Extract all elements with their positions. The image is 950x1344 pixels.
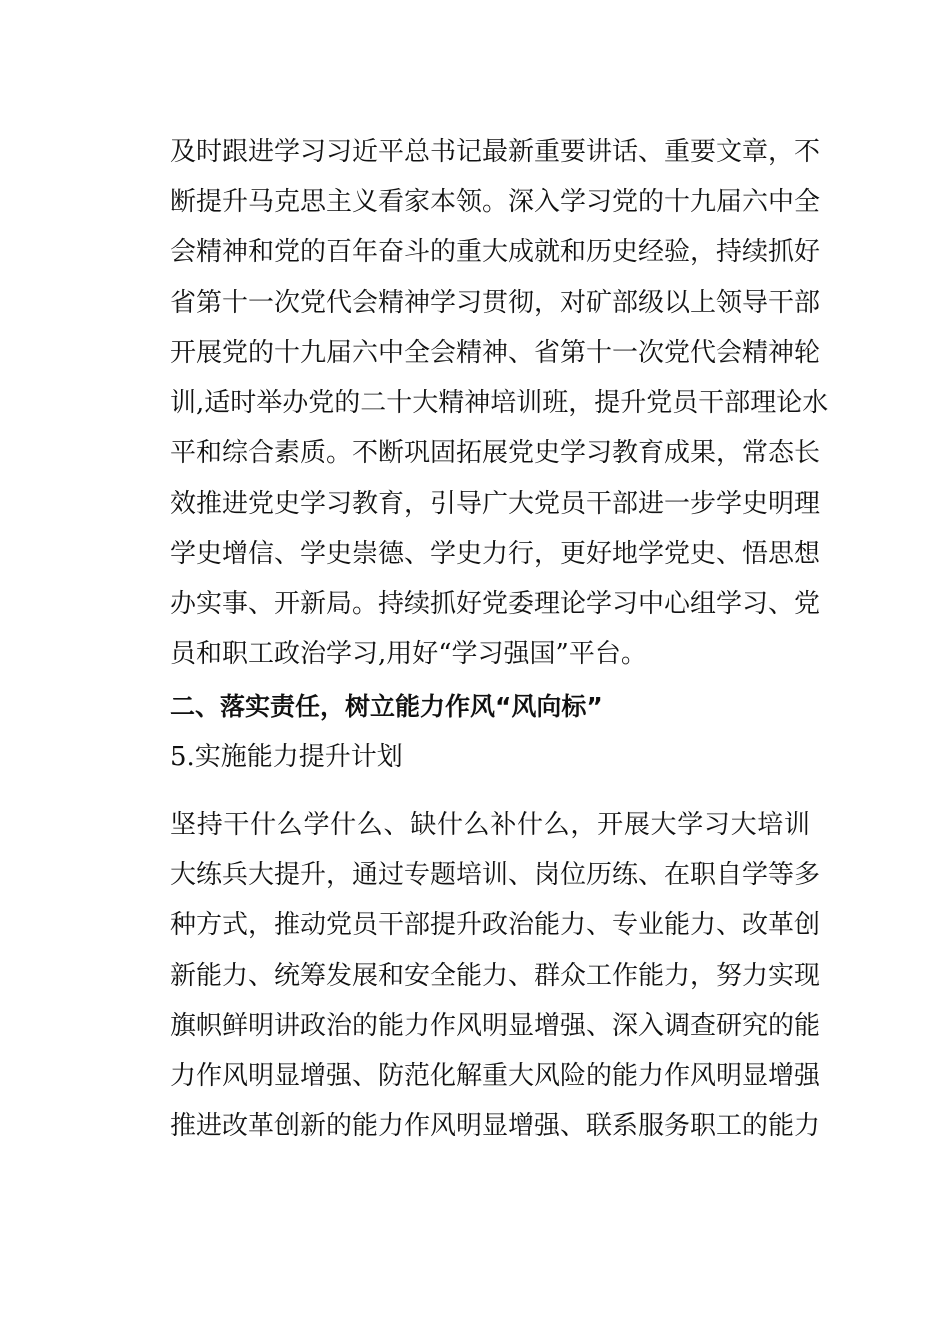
section-heading: 二、落实责任，树立能力作风“风向标” bbox=[170, 692, 603, 721]
paragraph-1-line-11: 员和职工政治学习,用好“学习强国”平台。 bbox=[170, 639, 647, 669]
paragraph-1-line-9: 学史增信、学史崇德、学史力行，更好地学党史、悟思想 bbox=[170, 539, 821, 569]
paragraph-1-line-2: 断提升马克思主义看家本领。深入学习党的十九届六中全 bbox=[170, 187, 821, 217]
paragraph-2-line-2: 大练兵大提升，通过专题培训、岗位历练、在职自学等多 bbox=[170, 860, 821, 890]
paragraph-2-line-5: 旗帜鲜明讲政治的能力作风明显增强、深入调查研究的能 bbox=[170, 1011, 821, 1041]
paragraph-2-line-1: 坚持干什么学什么、缺什么补什么，开展大学习大培训 bbox=[170, 810, 810, 840]
subheading: 5.实施能力提升计划 bbox=[170, 742, 403, 772]
paragraph-2-line-4: 新能力、统筹发展和安全能力、群众工作能力，努力实现 bbox=[170, 961, 821, 991]
paragraph-2-line-7: 推进改革创新的能力作风明显增强、联系服务职工的能力 bbox=[170, 1111, 821, 1141]
paragraph-1-line-10: 办实事、开新局。持续抓好党委理论学习中心组学习、党 bbox=[170, 589, 821, 619]
paragraph-1-line-4: 省第十一次党代会精神学习贯彻，对矿部级以上领导干部 bbox=[170, 288, 821, 318]
paragraph-1-line-1: 及时跟进学习习近平总书记最新重要讲话、重要文章，不 bbox=[170, 137, 821, 167]
paragraph-1-line-5: 开展党的十九届六中全会精神、省第十一次党代会精神轮 bbox=[170, 338, 821, 368]
paragraph-1-line-3: 会精神和党的百年奋斗的重大成就和历史经验，持续抓好 bbox=[170, 237, 821, 267]
paragraph-1-line-7: 平和综合素质。不断巩固拓展党史学习教育成果，常态长 bbox=[170, 438, 821, 468]
paragraph-2-line-3: 种方式，推动党员干部提升政治能力、专业能力、改革创 bbox=[170, 910, 821, 940]
paragraph-1-line-6: 训,适时举办党的二十大精神培训班，提升党员干部理论水 bbox=[170, 388, 829, 418]
paragraph-1-line-8: 效推进党史学习教育，引导广大党员干部进一步学史明理 bbox=[170, 489, 821, 519]
paragraph-2-line-6: 力作风明显增强、防范化解重大风险的能力作风明显增强 bbox=[170, 1061, 821, 1091]
